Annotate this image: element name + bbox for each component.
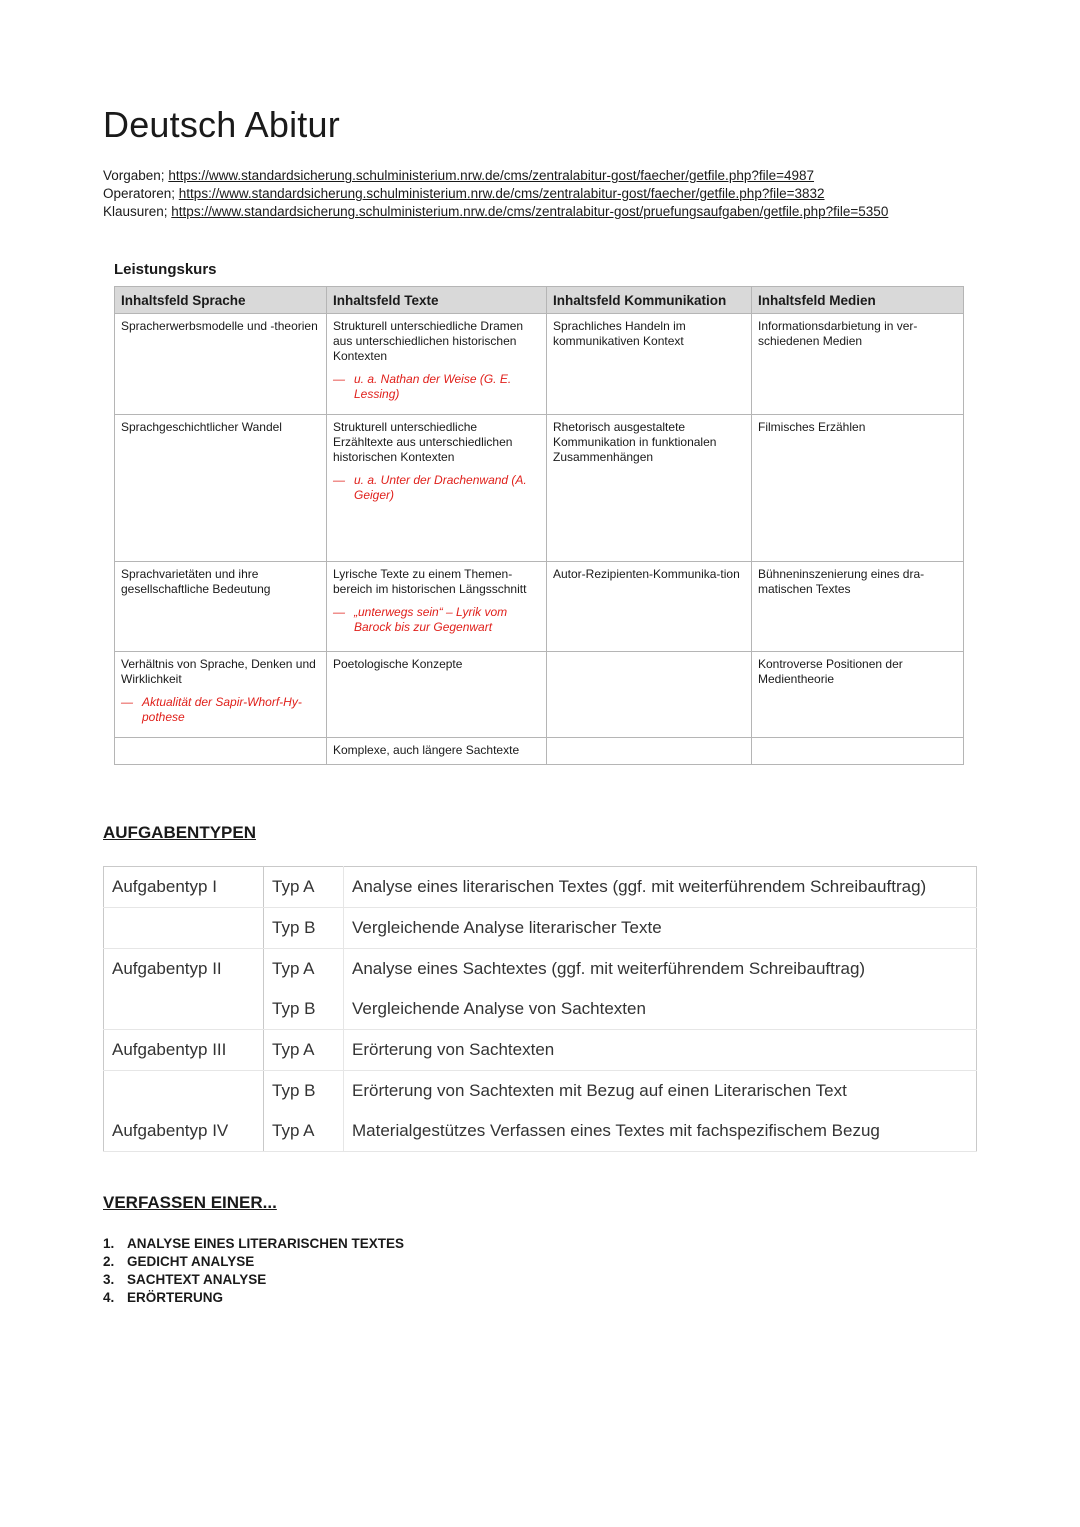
list-label: ERÖRTERUNG bbox=[127, 1290, 224, 1305]
typ-label: Typ B bbox=[264, 908, 344, 949]
cell-text: Sprachvarietäten und ihre gesellschaftliche Bedeutung bbox=[121, 567, 271, 596]
table-row bbox=[104, 1030, 977, 1071]
table-row bbox=[104, 867, 977, 908]
cell-medien: Bühneninszenierung eines dra-matischen Textes bbox=[752, 562, 964, 652]
cell-text: Sprachgeschichtlicher Wandel bbox=[121, 420, 282, 434]
cell-sprache bbox=[115, 652, 327, 738]
cell-text: Spracherwerbsmodelle und -theorien bbox=[121, 319, 318, 333]
table-row bbox=[115, 415, 964, 562]
header-sprache: Inhaltsfeld Sprache bbox=[115, 287, 327, 314]
cell-texte bbox=[327, 652, 547, 738]
example-note: — „unterwegs sein“ – Lyrik vom Barock bis zur Gegenwart bbox=[333, 605, 540, 635]
verfassen-list bbox=[103, 1235, 404, 1307]
cell-text: Poetologische Konzepte bbox=[333, 657, 463, 671]
cell-sprache bbox=[115, 562, 327, 652]
cell-kommunikation: Rhetorisch ausgestaltete Kommunikation in funktionalen Zusammenhängen bbox=[547, 415, 752, 562]
aufgabentyp-group: Aufgabentyp IV bbox=[104, 1111, 264, 1152]
aufgabentyp-group bbox=[104, 989, 264, 1030]
leistungskurs-title: Leistungskurs bbox=[114, 261, 217, 278]
header-kommunikation: Inhaltsfeld Kommunikation bbox=[547, 287, 752, 314]
cell-sprache bbox=[115, 415, 327, 562]
typ-description: Analyse eines Sachtextes (ggf. mit weiterführendem Schreibauftrag) bbox=[352, 959, 866, 978]
list-number: 1. bbox=[103, 1236, 115, 1251]
link-label: Klausuren; bbox=[103, 204, 172, 219]
aufgabentypen-title: AUFGABENTYPEN bbox=[103, 823, 257, 842]
cell-texte bbox=[327, 415, 547, 562]
list-item bbox=[103, 1235, 404, 1253]
list-number: 4. bbox=[103, 1290, 115, 1305]
note-text: Aktualität der Sapir-Whorf-Hy-pothese bbox=[142, 695, 302, 724]
typ-label: Typ A bbox=[264, 1111, 344, 1152]
aufgabentyp-group bbox=[104, 908, 264, 949]
links-block bbox=[103, 167, 888, 221]
table-row bbox=[104, 949, 977, 990]
header-medien: Inhaltsfeld Medien bbox=[752, 287, 964, 314]
typ-label: Typ B bbox=[264, 1071, 344, 1112]
example-note: — u. a. Nathan der Weise (G. E. Lessing) bbox=[333, 372, 540, 402]
cell-texte: Komplexe, auch längere Sachtexte bbox=[327, 738, 547, 765]
cell-text: Verhältnis von Sprache, Denken und Wirklichkeit bbox=[121, 657, 316, 686]
example-note: — Aktualität der Sapir-Whorf-Hy-pothese bbox=[121, 695, 320, 725]
header-texte: Inhaltsfeld Texte bbox=[327, 287, 547, 314]
cell-sprache bbox=[115, 738, 327, 765]
table-row bbox=[115, 652, 964, 738]
typ-description: Vergleichende Analyse von Sachtexten bbox=[344, 989, 977, 1030]
cell-medien: Informationsdarbietung in ver-schiedenen Medien bbox=[752, 314, 964, 415]
list-label: ANALYSE EINES LITERARISCHEN TEXTES bbox=[127, 1236, 405, 1251]
verfassen-title: VERFASSEN EINER... bbox=[103, 1193, 277, 1212]
aufgabentypen-table bbox=[103, 866, 977, 1152]
table-row bbox=[104, 908, 977, 949]
cell-text: Lyrische Texte zu einem Themen-bereich im historischen Längsschnitt bbox=[333, 567, 527, 596]
klausuren-link[interactable]: https://www.standardsicherung.schulministerium.nrw.de/cms/zentralabitur-gost/pruefungsaufgaben/getfile.php?file=5350 bbox=[171, 204, 889, 219]
typ-description: Erörterung von Sachtexten mit Bezug auf einen Literarischen Text bbox=[352, 1081, 847, 1100]
page-title: Deutsch Abitur bbox=[103, 104, 340, 145]
link-row-vorgaben bbox=[103, 167, 888, 185]
link-label: Vorgaben; bbox=[103, 168, 169, 183]
cell-text: Strukturell unterschiedliche Dramen aus unterschiedlichen historischen Kontexten bbox=[333, 319, 524, 363]
typ-label: Typ B bbox=[264, 989, 344, 1030]
aufgabentyp-group: Aufgabentyp I bbox=[104, 867, 264, 908]
table-header-row bbox=[115, 287, 964, 314]
cell-medien bbox=[752, 738, 964, 765]
cell-texte bbox=[327, 562, 547, 652]
operatoren-link[interactable]: https://www.standardsicherung.schulministerium.nrw.de/cms/zentralabitur-gost/faecher/getfile.php?file=3832 bbox=[178, 186, 825, 201]
cell-kommunikation: Sprachliches Handeln im kommunikativen Kontext bbox=[547, 314, 752, 415]
list-item bbox=[103, 1253, 404, 1271]
table-row bbox=[104, 1071, 977, 1112]
note-text: u. a. Nathan der Weise (G. E. Lessing) bbox=[354, 372, 512, 401]
list-number: 2. bbox=[103, 1254, 115, 1269]
aufgabentyp-group bbox=[104, 1071, 264, 1112]
cell-medien: Filmisches Erzählen bbox=[752, 415, 964, 562]
table-row bbox=[115, 562, 964, 652]
cell-kommunikation bbox=[547, 652, 752, 738]
typ-description: Analyse eines literarischen Textes (ggf. mit weiterführendem Schreibauftrag) bbox=[344, 867, 977, 908]
list-number: 3. bbox=[103, 1272, 115, 1287]
leistungskurs-table bbox=[114, 286, 964, 765]
list-label: GEDICHT ANALYSE bbox=[127, 1254, 255, 1269]
typ-label: Typ A bbox=[264, 867, 344, 908]
typ-description: Erörterung von Sachtexten bbox=[344, 1030, 977, 1071]
example-note: — u. a. Unter der Drachenwand (A. Geiger) bbox=[333, 473, 540, 503]
table-row bbox=[115, 314, 964, 415]
aufgabentyp-group: Aufgabentyp III bbox=[104, 1030, 264, 1071]
cell-kommunikation: Autor-Rezipienten-Kommunika-tion bbox=[547, 562, 752, 652]
table-row bbox=[104, 989, 977, 1030]
link-row-klausuren bbox=[103, 203, 888, 221]
typ-label: Typ A bbox=[264, 949, 344, 990]
vorgaben-link[interactable]: https://www.standardsicherung.schulministerium.nrw.de/cms/zentralabitur-gost/faecher/getfile.php?file=4987 bbox=[168, 168, 815, 183]
list-item bbox=[103, 1289, 404, 1307]
table-row bbox=[115, 738, 964, 765]
note-text: „unterwegs sein“ – Lyrik vom Barock bis zur Gegenwart bbox=[354, 605, 508, 634]
cell-sprache bbox=[115, 314, 327, 415]
list-label: SACHTEXT ANALYSE bbox=[127, 1272, 267, 1287]
typ-description: Materialgestützes Verfassen eines Textes mit fachspezifischem Bezug bbox=[344, 1111, 977, 1152]
table-row bbox=[104, 1111, 977, 1152]
note-text: u. a. Unter der Drachenwand (A. Geiger) bbox=[354, 473, 527, 502]
cell-texte bbox=[327, 314, 547, 415]
cell-medien: Kontroverse Positionen der Medientheorie bbox=[752, 652, 964, 738]
typ-description: Vergleichende Analyse literarischer Texte bbox=[344, 908, 977, 949]
link-row-operatoren bbox=[103, 185, 888, 203]
list-item bbox=[103, 1271, 404, 1289]
typ-label: Typ A bbox=[264, 1030, 344, 1071]
cell-text: Strukturell unterschiedliche Erzähltexte aus unterschiedlichen historischen Kontexten bbox=[333, 420, 513, 464]
cell-kommunikation bbox=[547, 738, 752, 765]
aufgabentyp-group: Aufgabentyp II bbox=[104, 949, 264, 990]
link-label: Operatoren; bbox=[103, 186, 179, 201]
